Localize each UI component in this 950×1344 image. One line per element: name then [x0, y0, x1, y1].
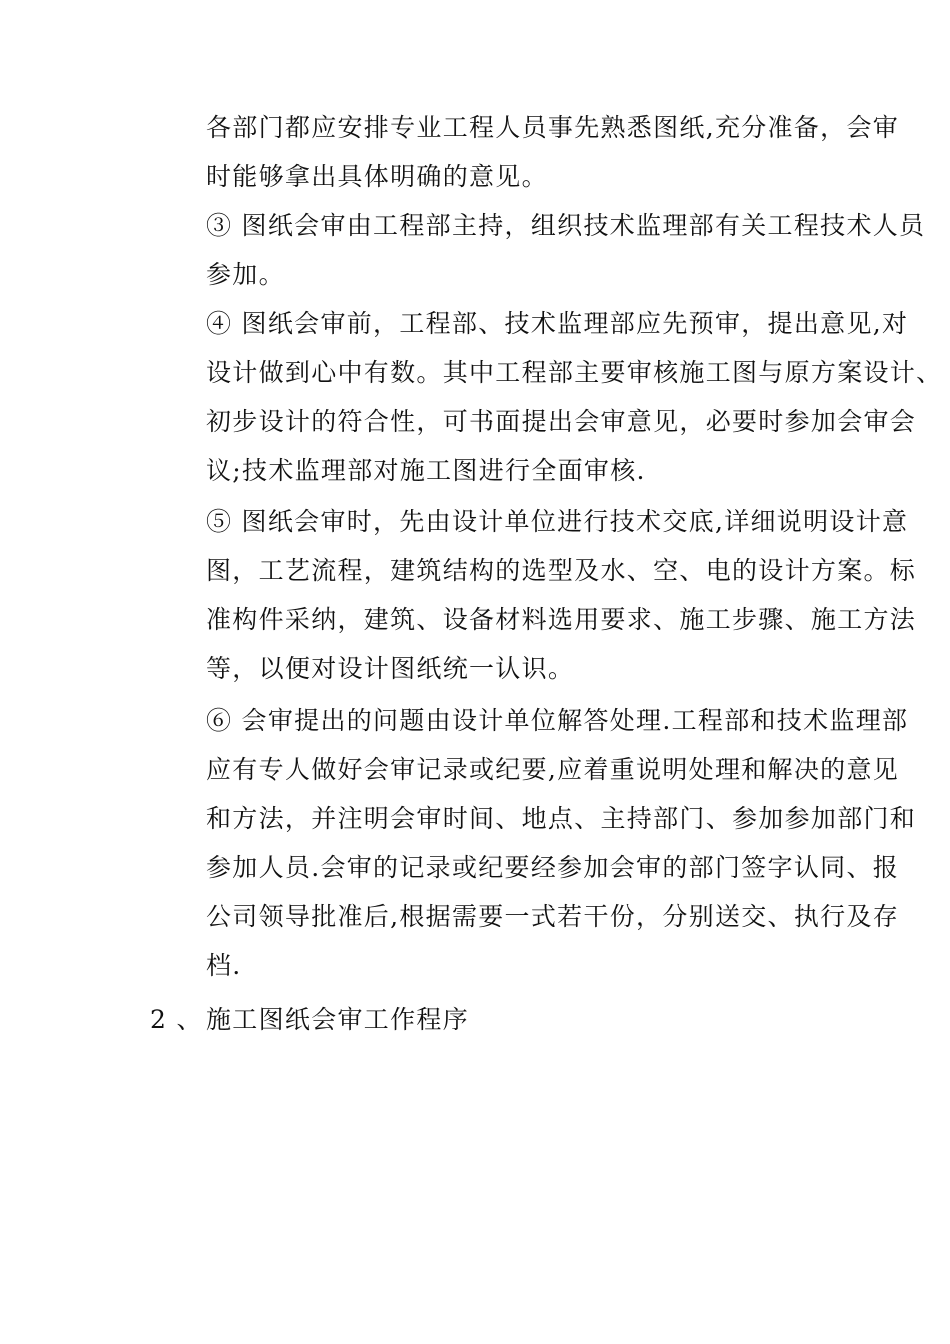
- text-line: 议;技术监理部对施工图进行全面审核.: [206, 456, 646, 485]
- text-line: 各部门都应安排专业工程人员事先熟悉图纸,充分准备，会审: [206, 113, 900, 142]
- text-line: 等，以便对设计图纸统一认识。: [206, 654, 575, 683]
- paragraph-item-3: [206, 201, 926, 299]
- text-line: ⑥ 会审提出的问题由设计单位解答处理.工程部和技术监理部: [206, 706, 909, 735]
- paragraph-prep: [206, 103, 906, 201]
- text-line: 时能够拿出具体明确的意见。: [206, 162, 548, 191]
- text-line: 准构件采纳，建筑、设备材料选用要求、施工步骤、施工方法: [206, 605, 917, 634]
- text-line: 设计做到心中有数。其中工程部主要审核施工图与原方案设计、: [206, 358, 943, 387]
- text-line: 参加。: [206, 260, 285, 289]
- text-line: ④ 图纸会审前，工程部、技术监理部应先预审，提出意见,对: [206, 309, 909, 338]
- text-line: 图，工艺流程，建筑结构的选型及水、空、电的设计方案。标: [206, 556, 917, 585]
- text-line: 公司领导批准后,根据需要一式若干份，分别送交、执行及存: [206, 902, 900, 931]
- paragraph-item-4: [206, 299, 943, 495]
- text-line: 应有专人做好会审记录或纪要,应着重说明处理和解决的意见: [206, 755, 900, 784]
- paragraph-item-5: [206, 497, 917, 693]
- text-line: 参加人员.会审的记录或纪要经参加会审的部门签字认同、报: [206, 853, 900, 882]
- text-line: ⑤ 图纸会审时，先由设计单位进行技术交底,详细说明设计意: [206, 507, 909, 536]
- text-line: 初步设计的符合性，可书面提出会审意见，必要时参加会审会: [206, 407, 917, 436]
- section-title: 施工图纸会审工作程序: [206, 1005, 470, 1034]
- text-line: ③ 图纸会审由工程部主持，组织技术监理部有关工程技术人员: [206, 211, 926, 240]
- paragraph-item-6: [206, 696, 917, 990]
- text-line: 档.: [206, 951, 242, 980]
- section-number: 2 、: [150, 1005, 203, 1034]
- section-heading: [150, 995, 469, 1044]
- text-line: 和方法，并注明会审时间、地点、主持部门、参加参加部门和: [206, 804, 917, 833]
